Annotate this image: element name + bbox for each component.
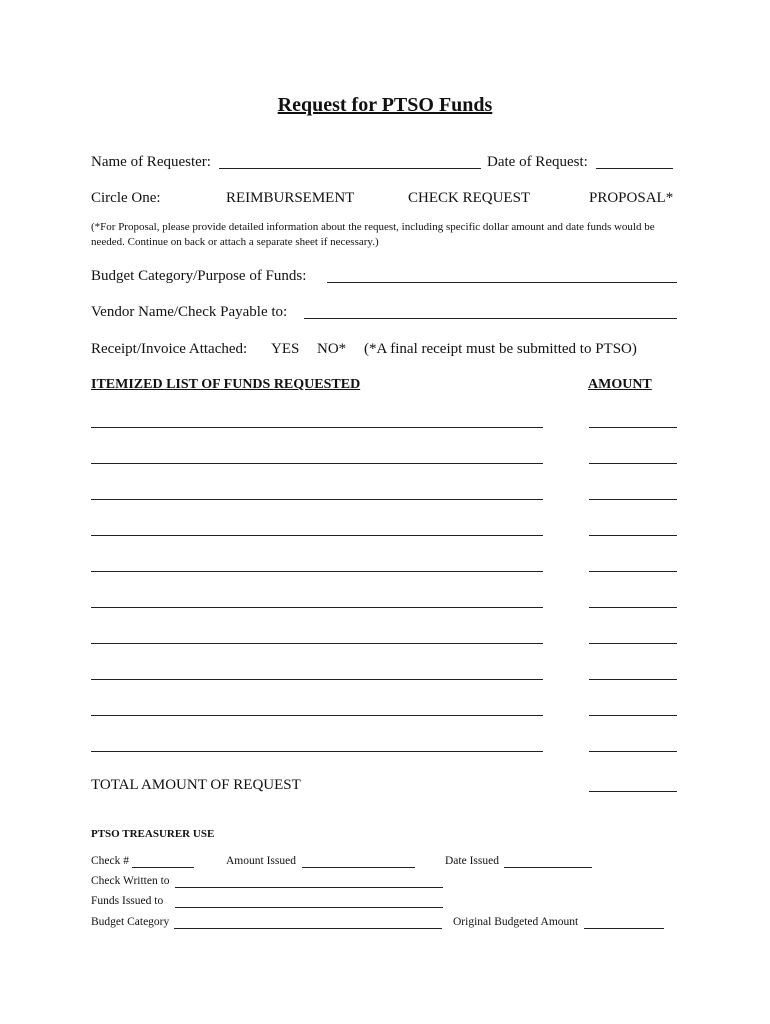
budget-category-treasurer-label: Budget Category	[91, 916, 170, 928]
item-amount-field[interactable]	[589, 715, 677, 716]
total-label: TOTAL AMOUNT OF REQUEST	[91, 777, 301, 793]
itemized-list-header: ITEMIZED LIST OF FUNDS REQUESTED	[91, 377, 361, 392]
original-budgeted-amount-label: Original Budgeted Amount	[453, 916, 579, 928]
requester-name-field[interactable]	[219, 168, 481, 169]
original-budgeted-amount-field[interactable]	[584, 928, 664, 929]
item-amount-field[interactable]	[589, 571, 677, 572]
item-description-field[interactable]	[91, 499, 543, 500]
request-date-field[interactable]	[596, 168, 673, 169]
amount-issued-label: Amount Issued	[226, 855, 296, 867]
receipt-yes-option[interactable]: YES	[271, 341, 300, 357]
item-amount-field[interactable]	[589, 751, 677, 752]
item-amount-field[interactable]	[589, 427, 677, 428]
funds-issued-to-field[interactable]	[175, 907, 443, 908]
item-amount-field[interactable]	[589, 607, 677, 608]
request-date-label: Date of Request:	[487, 154, 588, 170]
check-number-field[interactable]	[132, 867, 194, 868]
item-description-field[interactable]	[91, 715, 543, 716]
vendor-label: Vendor Name/Check Payable to:	[91, 304, 288, 320]
budget-category-field[interactable]	[327, 282, 677, 283]
date-issued-label: Date Issued	[445, 855, 499, 867]
vendor-field[interactable]	[304, 318, 677, 319]
item-description-field[interactable]	[91, 463, 543, 464]
item-description-field[interactable]	[91, 643, 543, 644]
check-written-to-label: Check Written to	[91, 875, 170, 887]
receipt-no-option[interactable]: NO*	[317, 341, 347, 357]
check-number-label: Check #	[91, 855, 130, 867]
option-check-request[interactable]: CHECK REQUEST	[408, 190, 531, 206]
amount-header: AMOUNT	[588, 377, 652, 392]
total-amount-field[interactable]	[589, 791, 677, 792]
date-issued-field[interactable]	[504, 867, 592, 868]
item-description-field[interactable]	[91, 679, 543, 680]
option-reimbursement[interactable]: REIMBURSEMENT	[226, 190, 355, 206]
receipt-label: Receipt/Invoice Attached:	[91, 341, 248, 357]
requester-name-label: Name of Requester:	[91, 154, 211, 170]
treasurer-heading: PTSO TREASURER USE	[91, 828, 215, 840]
budget-category-treasurer-field[interactable]	[174, 928, 442, 929]
item-amount-field[interactable]	[589, 499, 677, 500]
form-title: Request for PTSO Funds	[277, 94, 493, 116]
item-amount-field[interactable]	[589, 463, 677, 464]
item-description-field[interactable]	[91, 427, 543, 428]
item-description-field[interactable]	[91, 571, 543, 572]
budget-category-label: Budget Category/Purpose of Funds:	[91, 268, 307, 284]
item-description-field[interactable]	[91, 607, 543, 608]
amount-issued-field[interactable]	[302, 867, 415, 868]
check-written-to-field[interactable]	[175, 887, 443, 888]
item-description-field[interactable]	[91, 751, 543, 752]
circle-one-label: Circle One:	[91, 190, 161, 206]
receipt-note: (*A final receipt must be submitted to PTSO)	[364, 341, 637, 357]
item-amount-field[interactable]	[589, 679, 677, 680]
item-amount-field[interactable]	[589, 535, 677, 536]
item-description-field[interactable]	[91, 535, 543, 536]
funds-issued-to-label: Funds Issued to	[91, 895, 164, 907]
option-proposal[interactable]: PROPOSAL*	[589, 190, 674, 206]
item-amount-field[interactable]	[589, 643, 677, 644]
proposal-note: (*For Proposal, please provide detailed information about the request, including specific dollar amount and date funds would be needed. Continue on back or attach a separate sheet if necessary.)	[91, 221, 655, 248]
